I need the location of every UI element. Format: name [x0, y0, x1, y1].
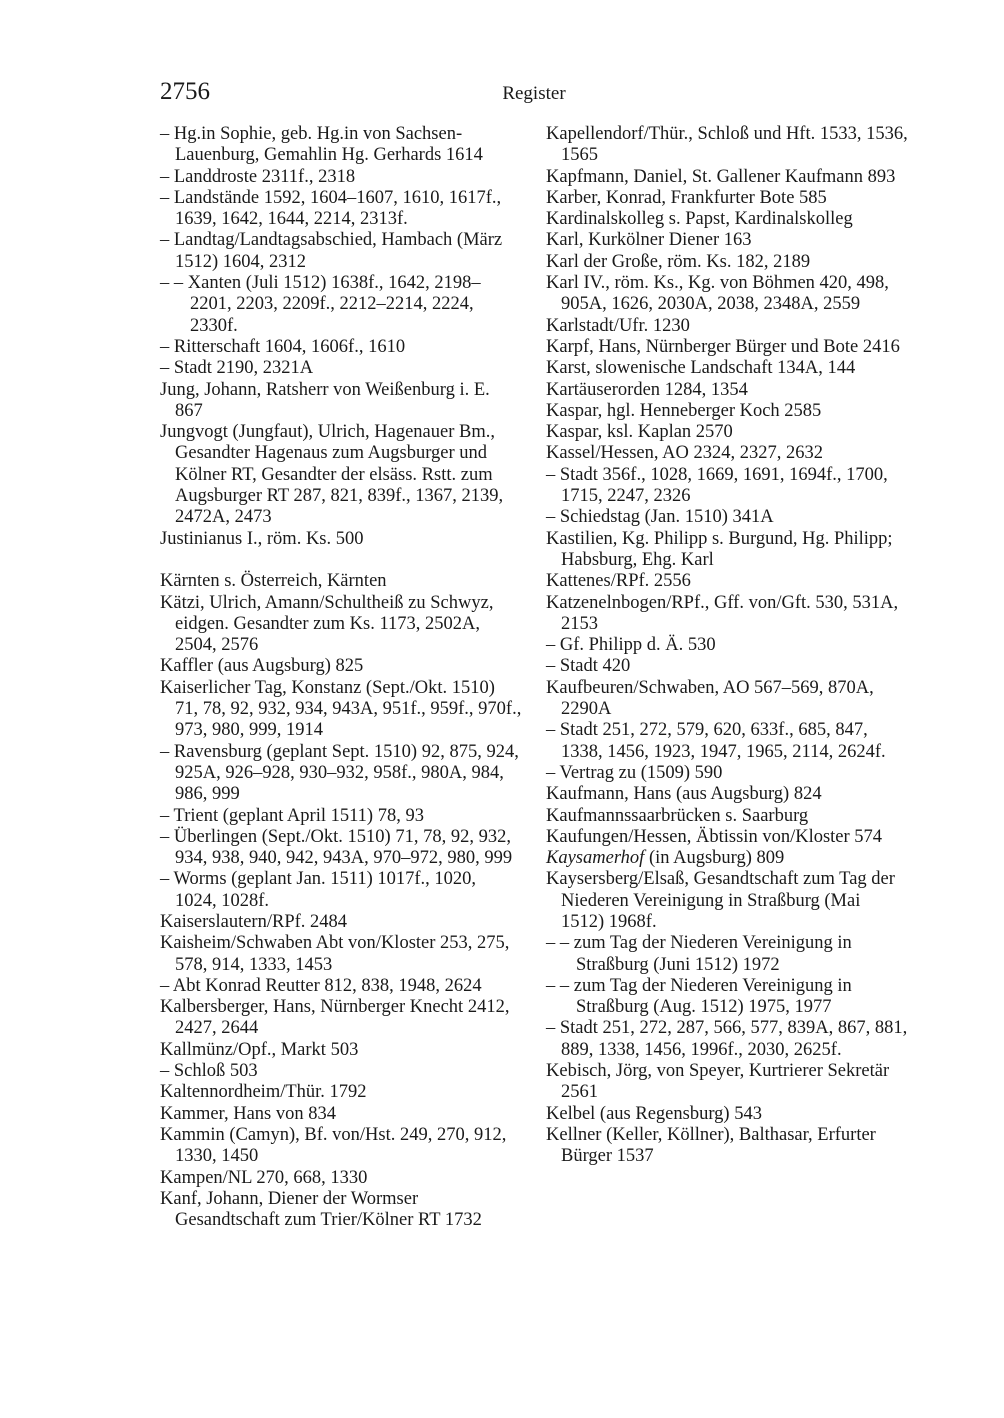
index-entry: Karber, Konrad, Frankfurter Bote 585	[546, 187, 827, 208]
index-entry: Kattenes/RPf. 2556	[546, 571, 691, 592]
index-entry: Kaiserlicher Tag, Konstanz (Sept./Okt. 1510) 71, 78, 92, 932, 934, 943A, 951f., 959f., 970f., 973, 980, 999, 1914	[160, 677, 522, 741]
index-entry: Kaspar, hgl. Henneberger Koch 2585	[546, 400, 822, 421]
index-entry: Kardinalskolleg s. Papst, Kardinalskolleg	[546, 209, 853, 230]
index-entry: – Landtag/Landtagsabschied, Hambach (März 1512) 1604, 2312	[160, 230, 503, 272]
running-head: Register	[502, 83, 566, 104]
index-entry: – Gf. Philipp d. Ä. 530	[546, 635, 716, 656]
page-number: 2756	[160, 78, 210, 105]
index-entry: Karst, slowenische Landschaft 134A, 144	[546, 358, 856, 379]
index-entry: Karlstadt/Ufr. 1230	[546, 315, 690, 336]
index-entry: Kärnten s. Österreich, Kärnten	[160, 571, 387, 592]
index-entry: Kaysamerhof (in Augsburg) 809	[546, 848, 785, 869]
index-entry: – Überlingen (Sept./Okt. 1510) 71, 78, 92, 932, 934, 938, 940, 942, 943A, 970–972, 980, 999	[160, 826, 513, 869]
index-entry: Katzenelnbogen/RPf., Gff. von/Gft. 530, 531A, 2153	[546, 592, 899, 634]
index-entry: – Stadt 420	[546, 656, 631, 677]
index-entry: Kaspar, ksl. Kaplan 2570	[546, 422, 733, 443]
index-entry: Kaffler (aus Augsburg) 825	[160, 656, 364, 677]
index-entry: – Worms (geplant Jan. 1511) 1017f., 1020, 1024, 1028f.	[160, 869, 477, 911]
index-entry: Kassel/Hessen, AO 2324, 2327, 2632	[546, 443, 823, 464]
index-entry: Karl IV., röm. Ks., Kg. von Böhmen 420, 498, 905A, 1626, 2030A, 2038, 2348A, 2559	[546, 273, 889, 315]
index-entry: Kebisch, Jörg, von Speyer, Kurtrierer Sekretär 2561	[546, 1061, 890, 1103]
index-entry: Kaufmannssaarbrücken s. Saarburg	[546, 805, 809, 826]
index-column-left	[160, 124, 522, 1231]
index-entry: Kammer, Hans von 834	[160, 1103, 337, 1124]
index-entry: Kapfmann, Daniel, St. Gallener Kaufmann 893	[546, 166, 896, 187]
index-entry: Karpf, Hans, Nürnberger Bürger und Bote 2416	[546, 336, 900, 357]
index-entry: Karl, Kurkölner Diener 163	[546, 230, 752, 251]
index-entry: Karl der Große, röm. Ks. 182, 2189	[546, 251, 811, 272]
index-entry: Kaysersberg/Elsaß, Gesandtschaft zum Tag der Niederen Vereinigung in Straßburg (Mai 1512) 1968f.	[546, 869, 895, 932]
index-entry: – – Xanten (Juli 1512) 1638f., 1642, 2198–2201, 2203, 2209f., 2212–2214, 2224, 2330f.	[160, 273, 481, 336]
index-entry: – – zum Tag der Niederen Vereinigung in Straßburg (Juni 1512) 1972	[546, 933, 852, 975]
index-entry: Kallmünz/Opf., Markt 503	[160, 1039, 359, 1060]
index-entry: Kaufbeuren/Schwaben, AO 567–569, 870A, 2290A	[546, 677, 874, 720]
index-entry: Kaufmann, Hans (aus Augsburg) 824	[546, 784, 822, 805]
section-gap	[160, 550, 522, 571]
page-header	[160, 76, 908, 110]
index-entry: Jung, Johann, Ratsherr von Weißenburg i. E. 867	[160, 379, 490, 421]
index-entry: Jungvogt (Jungfaut), Ulrich, Hagenauer Bm., Gesandter Hagenaus zum Augsburger und Kölner RT, Gesandter der elsäss. Rstt. zum Augsburger RT 287, 821, 839f., 1367, 2139, 2472A, 2473	[160, 422, 504, 528]
index-entry: Kalbersberger, Hans, Nürnberger Knecht 2412, 2427, 2644	[160, 997, 510, 1039]
index-entry: Kastilien, Kg. Philipp s. Burgund, Hg. Philipp; Habsburg, Ehg. Karl	[546, 528, 893, 570]
index-entry: – Stadt 251, 272, 287, 566, 577, 839A, 867, 881, 889, 1338, 1456, 1996f., 2030, 2625f.	[546, 1018, 908, 1060]
index-entry: – Stadt 2190, 2321A	[160, 358, 314, 379]
index-entry: – Stadt 251, 272, 579, 620, 633f., 685, 847, 1338, 1456, 1923, 1947, 1965, 2114, 2624f.	[546, 720, 886, 762]
index-entry: – Schiedstag (Jan. 1510) 341A	[546, 507, 774, 528]
index-entry: Kellner (Keller, Köllner), Balthasar, Erfurter Bürger 1537	[546, 1124, 876, 1167]
index-entry: Justinianus I., röm. Ks. 500	[160, 528, 364, 549]
index-entry: Kaltennordheim/Thür. 1792	[160, 1082, 367, 1103]
index-entry: Kaisheim/Schwaben Abt von/Kloster 253, 275, 578, 914, 1333, 1453	[160, 933, 510, 975]
index-entry: Kammin (Camyn), Bf. von/Hst. 249, 270, 912, 1330, 1450	[160, 1124, 507, 1167]
index-column-right	[546, 124, 908, 1168]
index-entry: – Abt Konrad Reutter 812, 838, 1948, 2624	[160, 975, 482, 996]
index-entry: – Ravensburg (geplant Sept. 1510) 92, 875, 924, 925A, 926–928, 930–932, 958f., 980A, 984, 986, 999	[160, 741, 519, 805]
index-entry: Kelbel (aus Regensburg) 543	[546, 1103, 762, 1124]
index-entry: Kätzi, Ulrich, Amann/Schultheiß zu Schwyz, eidgen. Gesandter zum Ks. 1173, 2502A, 2504, 2576	[160, 592, 494, 656]
index-entry: Kaufungen/Hessen, Äbtissin von/Kloster 574	[546, 826, 883, 847]
index-entry: – Ritterschaft 1604, 1606f., 1610	[160, 336, 406, 357]
index-entry: – Trient (geplant April 1511) 78, 93	[160, 805, 424, 826]
index-entry: Kartäuserorden 1284, 1354	[546, 379, 748, 400]
index-entry: Kampen/NL 270, 668, 1330	[160, 1167, 368, 1188]
index-entry: – Schloß 503	[160, 1061, 258, 1082]
index-entry: – Vertrag zu (1509) 590	[546, 762, 723, 783]
italic-term: Kaysamerhof	[546, 848, 645, 869]
index-entry: – Hg.in Sophie, geb. Hg.in von Sachsen-Lauenburg, Gemahlin Hg. Gerhards 1614	[160, 124, 483, 166]
index-entry: Kapellendorf/Thür., Schloß und Hft. 1533, 1536, 1565	[546, 124, 908, 166]
index-entry: Kanf, Johann, Diener der Wormser Gesandtschaft zum Trier/Kölner RT 1732	[160, 1188, 482, 1231]
index-entry: – Landdroste 2311f., 2318	[160, 166, 356, 187]
index-entry: – Landstände 1592, 1604–1607, 1610, 1617f., 1639, 1642, 1644, 2214, 2313f.	[160, 187, 502, 230]
index-entry: Kaiserslautern/RPf. 2484	[160, 911, 348, 932]
index-entry: – – zum Tag der Niederen Vereinigung in Straßburg (Aug. 1512) 1975, 1977	[546, 975, 852, 1018]
index-entry: – Stadt 356f., 1028, 1669, 1691, 1694f., 1700, 1715, 2247, 2326	[546, 464, 888, 507]
